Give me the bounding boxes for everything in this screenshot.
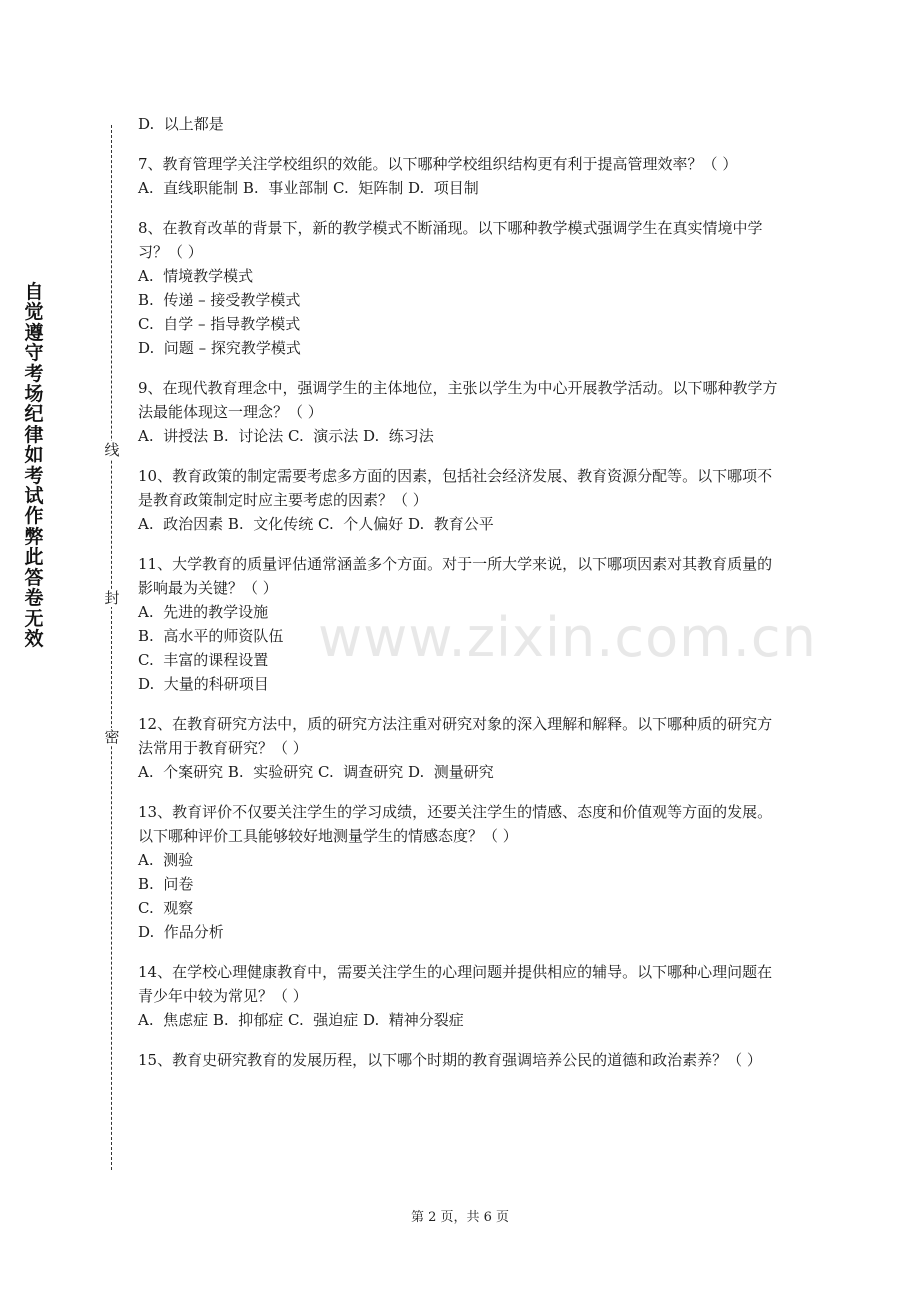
question-option: B. 传递 – 接受教学模式 — [138, 291, 301, 309]
question-option: C. 丰富的课程设置 — [138, 651, 269, 669]
question-item — [138, 216, 784, 360]
carryover-option: D. 以上都是 — [138, 115, 224, 133]
question-item — [138, 464, 784, 536]
exam-discipline-notice: 自觉遵守考场纪律如考试作弊此答卷无效 — [24, 281, 44, 650]
question-stem: 15、教育史研究教育的发展历程，以下哪个时期的教育强调培养公民的道德和政治素养？（ ） — [138, 1051, 762, 1069]
question-stem: 13、教育评价不仅要关注学生的学习成绩，还要关注学生的情感、态度和价值观等方面的发展。以下哪种评价工具能够较好地测量学生的情感态度？（ ） — [138, 803, 773, 845]
question-item — [138, 800, 784, 944]
question-stem: 8、在教育改革的背景下，新的教学模式不断涌现。以下哪种教学模式强调学生在真实情境中学习？（ ） — [138, 219, 763, 261]
question-option: A. 个案研究 B. 实验研究 C. 调查研究 D. 测量研究 — [138, 763, 494, 781]
seal-mark-line: 线 — [102, 441, 122, 459]
question-stem: 10、教育政策的制定需要考虑多方面的因素，包括社会经济发展、教育资源分配等。以下哪项不是教育政策制定时应主要考虑的因素？（ ） — [138, 467, 773, 509]
question-option: A. 先进的教学设施 — [138, 603, 269, 621]
question-option: A. 测验 — [138, 851, 194, 869]
seal-mark-secret: 密 — [102, 728, 122, 746]
question-option: A. 政治因素 B. 文化传统 C. 个人偏好 D. 教育公平 — [138, 515, 494, 533]
question-item — [138, 376, 784, 448]
question-item — [138, 1048, 784, 1072]
question-stem: 14、在学校心理健康教育中，需要关注学生的心理问题并提供相应的辅导。以下哪种心理问题在青少年中较为常见？（ ） — [138, 963, 773, 1005]
question-item — [138, 552, 784, 696]
question-stem: 12、在教育研究方法中，质的研究方法注重对研究对象的深入理解和解释。以下哪种质的研究方法常用于教育研究？（ ） — [138, 715, 773, 757]
question-item — [138, 960, 784, 1032]
question-option: A. 情境教学模式 — [138, 267, 254, 285]
question-option: D. 大量的科研项目 — [138, 675, 269, 693]
question-item — [138, 152, 784, 200]
question-stem: 9、在现代教育理念中，强调学生的主体地位，主张以学生为中心开展教学活动。以下哪种教学方法最能体现这一理念？（ ） — [138, 379, 778, 421]
question-option: A. 讲授法 B. 讨论法 C. 演示法 D. 练习法 — [138, 427, 434, 445]
question-stem: 7、教育管理学关注学校组织的效能。以下哪种学校组织结构更有利于提高管理效率？（ ） — [138, 155, 738, 173]
watermark: www.zixin.com.cn — [318, 606, 817, 669]
question-list — [138, 112, 784, 1072]
page-footer: 第 2 页，共 6 页 — [410, 1210, 510, 1225]
question-option: C. 观察 — [138, 899, 194, 917]
question-option: D. 作品分析 — [138, 923, 224, 941]
question-item — [138, 712, 784, 784]
seal-mark-seal: 封 — [102, 589, 122, 607]
question-option: A. 直线职能制 B. 事业部制 C. 矩阵制 D. 项目制 — [138, 179, 479, 197]
question-option: B. 问卷 — [138, 875, 194, 893]
question-option: D. 问题 – 探究教学模式 — [138, 339, 301, 357]
question-option: C. 自学 – 指导教学模式 — [138, 315, 301, 333]
seal-dashed-line — [111, 125, 112, 1170]
question-option: A. 焦虑症 B. 抑郁症 C. 强迫症 D. 精神分裂症 — [138, 1011, 464, 1029]
question-option: B. 高水平的师资队伍 — [138, 627, 284, 645]
question-stem: 11、大学教育的质量评估通常涵盖多个方面。对于一所大学来说，以下哪项因素对其教育质量的影响最为关键？（ ） — [138, 555, 773, 597]
